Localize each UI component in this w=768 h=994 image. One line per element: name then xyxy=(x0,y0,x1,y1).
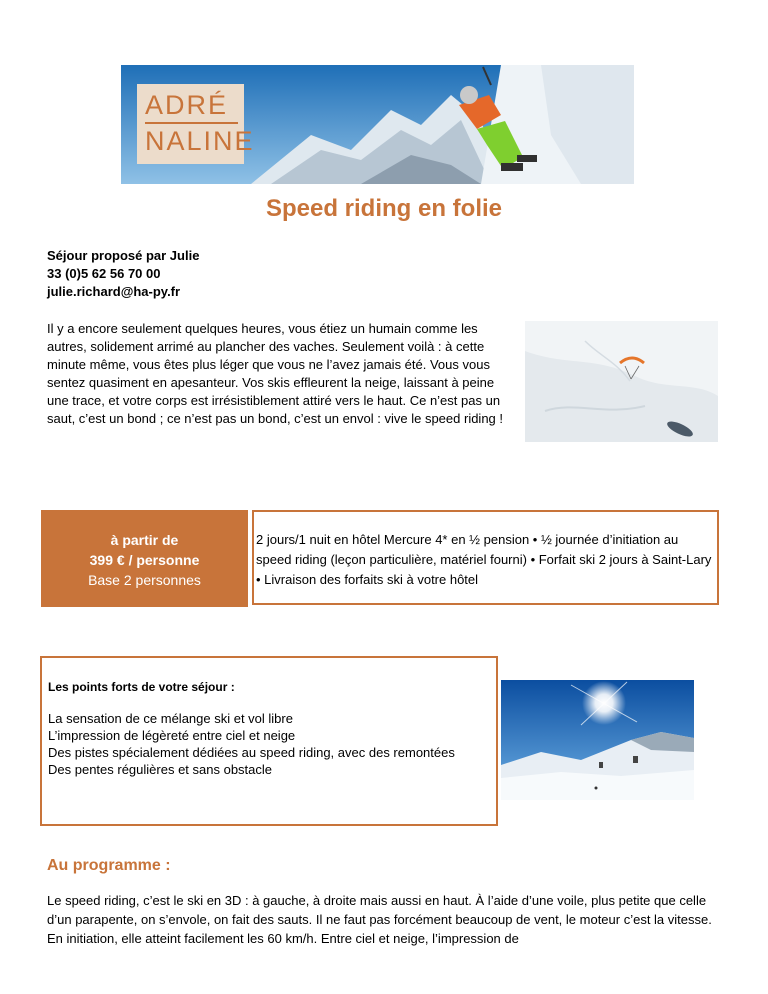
intro-paragraph: Il y a encore seulement quelques heures, vous étiez un humain comme les autres, solidement arrimé au plancher des vaches. Seulement voilà : à cette minute même, vous êtes plus léger que vous ne l’avez jamais été. Vous vous sentez quasiment en apesanteur. Vos skis effleurent la neige, laissant à peine une trace, et votre corps est irrésistiblement attiré vers le haut. Ce n’est pas un saut, c’est un bond ; ce n’est pas un bond, c’est un envol : vive le speed riding ! xyxy=(47,321,504,426)
contact-email: julie.richard@ha-py.fr xyxy=(47,284,181,299)
list-item: Des pistes spécialement dédiées au speed riding, avec des remontées xyxy=(48,745,455,760)
offer-text: 2 jours/1 nuit en hôtel Mercure 4* en ½ pension • ½ journée d’initiation au speed riding (leçon particulière, matériel fourni) • Forfait ski 2 jours à Saint-Lary • Livraison des forfaits ski à votre hôtel xyxy=(256,532,712,587)
price-box xyxy=(41,510,248,607)
strong-points-box xyxy=(40,656,498,826)
contact-by: Séjour proposé par Julie xyxy=(47,248,200,263)
brand-divider xyxy=(145,122,238,124)
strong-points-list xyxy=(48,710,455,778)
programme-text: Le speed riding, c’est le ski en 3D : à gauche, à droite mais aussi en haut. À l’aide d’une voile, plus petite que celle d’un parapente, on s’envole, on fait des sauts. Il ne faut pas forcément beaucoup de vent, le moteur c’est la vitesse. En initiation, elle atteint facilement les 60 km/h. Entre ciel et neige, l’impression de xyxy=(47,893,712,946)
programme-title: Au programme : xyxy=(47,857,171,874)
list-item: L’impression de légèreté entre ciel et neige xyxy=(48,728,296,743)
price-basis: Base 2 personnes xyxy=(88,572,201,588)
offer-box xyxy=(252,510,719,605)
price-amount: 399 € / personne xyxy=(89,552,200,568)
list-item: La sensation de ce mélange ski et vol libre xyxy=(48,711,293,726)
page-title: Speed riding en folie xyxy=(265,195,503,222)
brand-logo xyxy=(137,84,255,164)
contact-block xyxy=(47,247,199,301)
ski-slope-photo xyxy=(501,680,694,800)
brand-line-2: NALINE xyxy=(145,126,255,156)
strong-points-title: Les points forts de votre séjour : xyxy=(48,680,235,694)
list-item: Des pentes régulières et sans obstacle xyxy=(48,762,273,777)
price-from: à partir de xyxy=(110,532,179,548)
header-banner xyxy=(121,65,634,184)
contact-phone: 33 (0)5 62 56 70 00 xyxy=(47,266,161,281)
brand-line-1: ADRÉ xyxy=(145,90,229,120)
paraglider-snow-photo xyxy=(525,321,718,442)
